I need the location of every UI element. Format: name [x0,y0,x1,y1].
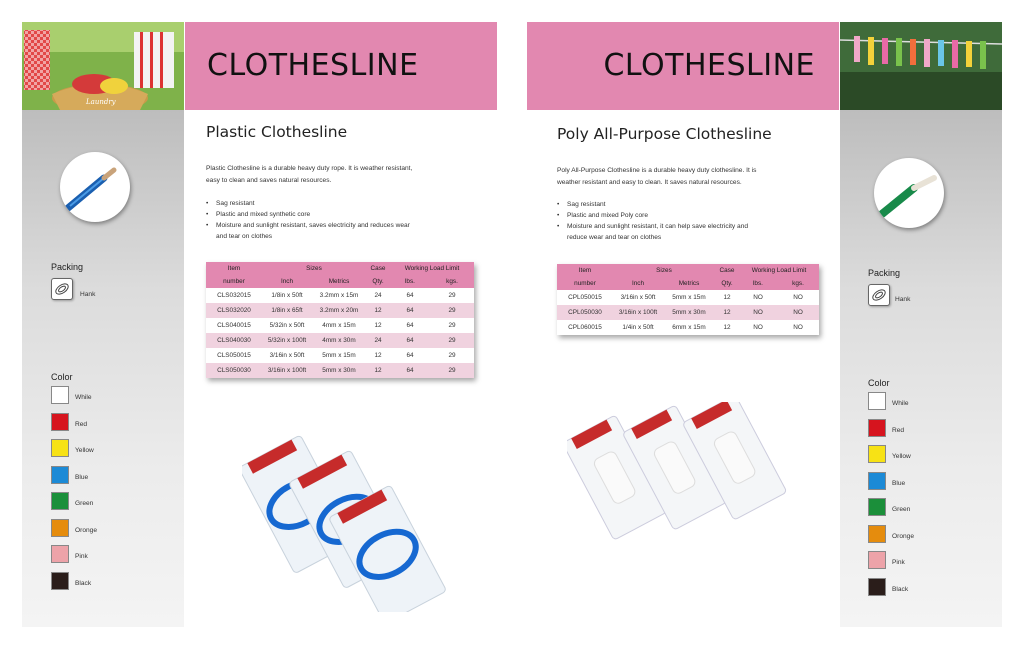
table-cell: 3.2mm x 20m [319,307,359,314]
table-cell: NO [793,294,803,301]
right-description [557,165,756,189]
table-cell: 5mm x 30m [672,309,706,316]
table-cell: NO [753,309,763,316]
left-spec-table [206,262,474,378]
color-swatch-label: Blue [892,479,906,487]
color-swatch-label: Yellow [75,447,94,454]
table-cell: 29 [448,292,456,299]
color-swatch [51,492,69,510]
laundry-photo [22,22,184,110]
table-cell: 29 [448,337,456,344]
table-cell: 29 [448,367,456,374]
table-cell: 64 [406,307,414,314]
left-description-line: easy to clean and saves natural resources. [206,177,332,184]
table-cell: 5mm x 15m [322,352,356,359]
right-color-heading: Color [868,378,890,388]
left-feature-list [206,198,410,242]
th-metrics: Metrics [678,280,700,287]
table-cell: NO [753,294,763,301]
table-row [206,288,474,303]
color-swatch [868,525,886,543]
table-cell: 29 [448,307,456,314]
left-page [22,22,497,627]
table-cell: 24 [374,337,382,344]
table-cell: 24 [374,292,382,299]
left-table-body [206,288,474,378]
clothespins-photo [840,22,1002,110]
th-inch: Inch [631,280,645,287]
right-packing-heading: Packing [868,268,901,278]
color-swatch [51,572,69,590]
color-swatch-label: Oronge [892,532,914,540]
table-row [206,363,474,378]
th-case: Case [719,267,735,274]
table-cell: 64 [406,367,414,374]
color-swatch [868,498,886,516]
color-swatch-label: Pink [892,559,905,566]
table-cell: 12 [374,367,382,374]
left-sidebar [22,110,184,627]
table-cell: 3/16in x 50ft [620,294,656,301]
table-cell: 1/8in x 65ft [271,307,303,314]
color-swatch [51,439,69,457]
right-sidebar [840,110,1002,627]
table-cell: 5/32in x 50ft [269,322,305,329]
left-packing-label: Hank [80,291,96,298]
color-swatch [868,392,886,410]
right-feature-list [557,199,748,243]
th-wll: Working Load Limit [751,267,807,274]
table-cell: 64 [406,322,414,329]
color-swatch-label: While [892,400,909,407]
left-color-heading: Color [51,372,73,382]
left-description [206,163,412,187]
table-row [206,348,474,363]
blue-rope-icon [60,152,130,222]
right-feature-item: • Sag resistant [557,199,748,210]
table-cell: NO [793,309,803,316]
table-cell: 3.2mm x 15m [319,292,359,299]
laundry-basket-text: Laundry [86,98,116,106]
table-cell: 3/16in x 100ft [618,309,658,316]
color-swatch [868,472,886,490]
table-cell: CLS032020 [217,307,251,314]
color-swatch-label: Black [75,579,92,587]
right-page [527,22,1002,627]
left-subtitle: Plastic Clothesline [206,123,348,141]
th-item: Item [578,267,592,274]
table-cell: CLS032015 [217,292,251,299]
right-table-body [557,290,819,335]
left-description-line: Plastic Clothesline is a durable heavy duty rope. It is weather resistant, [206,165,413,172]
table-cell: CLS040030 [217,337,251,344]
right-feature-item: • Moisture and sunlight resistant, it can help save electricity and [557,221,748,232]
table-cell: 4mm x 15m [322,322,356,329]
table-cell: NO [753,324,763,331]
th-qty: Qty. [721,280,733,287]
th-inch: Inch [280,278,294,285]
th-qty: Qty. [372,278,384,285]
color-swatch-label: Red [75,420,88,428]
table-cell: 12 [374,322,382,329]
color-swatch-label: Yellow [892,453,911,460]
th-sizes: Sizes [306,265,322,272]
table-cell: 5/32in x 100ft [267,337,307,344]
table-row [206,303,474,318]
left-feature-item-cont: and tear on clothes [216,233,273,240]
table-cell: 12 [723,309,731,316]
table-row [206,333,474,348]
blue-clothesline-packages [242,422,452,612]
right-hank-icon [868,284,890,306]
right-header-bar [527,22,839,110]
color-swatch [51,466,69,484]
th-item: Item [227,265,241,272]
table-cell: 4mm x 30m [322,337,356,344]
table-row [557,320,819,335]
table-cell: CLS050030 [217,367,251,374]
left-header-title: CLOTHESLINE [207,48,419,83]
th-lbs: lbs. [405,278,415,285]
left-hank-icon [51,278,73,300]
right-description-line: weather resistant and easy to clean. It saves natural resources. [557,179,742,186]
table-cell: CLS040015 [217,322,251,329]
th-wll: Working Load Limit [404,265,460,272]
table-row [557,305,819,320]
table-row [206,318,474,333]
color-swatch [868,445,886,463]
white-clothesline-packages [567,402,827,552]
table-cell: 29 [448,352,456,359]
right-description-line: Poly All-Purpose Clothesline is a durable heavy duty clothesline. It is [557,167,757,174]
table-cell: 64 [406,337,414,344]
table-cell: NO [793,324,803,331]
right-spec-table [557,264,819,335]
table-cell: 12 [374,352,382,359]
color-swatch-label: Green [75,500,94,507]
right-subtitle: Poly All-Purpose Clothesline [557,125,772,143]
color-swatch-label: Black [892,585,909,593]
th-number: number [223,278,245,285]
table-cell: 5mm x 15m [672,294,706,301]
table-cell: CPL060015 [568,324,602,331]
color-swatch-label: Blue [75,473,89,481]
right-header-title: CLOTHESLINE [603,48,815,83]
table-cell: 12 [723,294,731,301]
color-swatch [868,578,886,596]
green-rope-icon [874,158,944,228]
th-case: Case [370,265,386,272]
table-cell: 12 [374,307,382,314]
table-cell: 3/16in x 50ft [269,352,305,359]
left-packing-heading: Packing [51,262,84,272]
table-cell: 64 [406,292,414,299]
th-kgs: kgs. [792,280,804,287]
right-packing-label: Hank [895,296,911,303]
left-feature-item: • Moisture and sunlight resistant, saves electricity and reduces wear [206,220,410,231]
left-feature-item: • Plastic and mixed synthetic core [206,209,410,220]
th-number: number [574,280,596,287]
th-lbs: lbs. [753,280,763,287]
right-feature-item-cont: reduce wear and tear on clothes [567,234,662,241]
color-swatch-label: While [75,394,92,401]
table-cell: 1/8in x 50ft [271,292,303,299]
table-cell: 6mm x 15m [672,324,706,331]
th-kgs: kgs. [446,278,458,285]
th-metrics: Metrics [328,278,350,285]
left-header-bar [185,22,497,110]
th-sizes: Sizes [656,267,672,274]
table-cell: CPL050015 [568,294,602,301]
table-row [557,290,819,305]
color-swatch [51,545,69,563]
color-swatch [868,419,886,437]
left-feature-item: • Sag resistant [206,198,410,209]
table-cell: 1/4in x 50ft [622,324,654,331]
color-swatch-label: Red [892,426,905,434]
color-swatch [51,386,69,404]
color-swatch-label: Oronge [75,526,97,534]
table-cell: 64 [406,352,414,359]
color-swatch [868,551,886,569]
color-swatch [51,413,69,431]
table-cell: CPL050030 [568,309,602,316]
table-cell: 3/16in x 100ft [267,367,307,374]
table-cell: 5mm x 30m [322,367,356,374]
color-swatch [51,519,69,537]
color-swatch-label: Pink [75,553,88,560]
table-cell: CLS050015 [217,352,251,359]
table-cell: 12 [723,324,731,331]
right-feature-item: • Plastic and mixed Poly core [557,210,748,221]
color-swatch-label: Green [892,506,911,513]
table-cell: 29 [448,322,456,329]
